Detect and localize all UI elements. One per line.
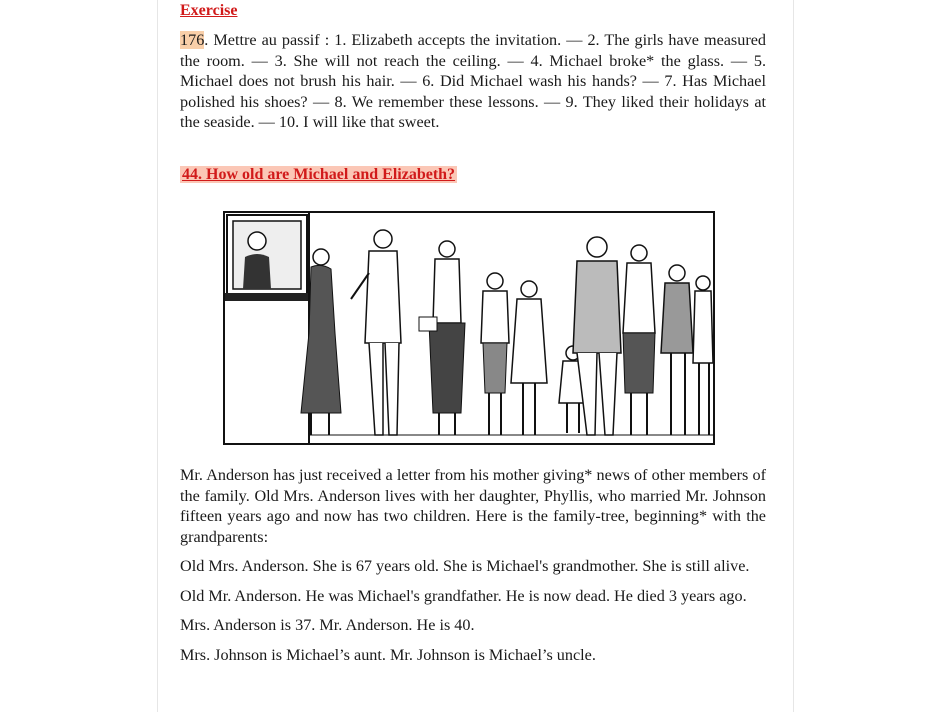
family-line-3: Mrs. Anderson is 37. Mr. Anderson. He is 40. [180, 616, 475, 634]
document-page [157, 0, 794, 712]
exercise-number: 176 [180, 31, 205, 49]
exercise-title: Exercise [180, 2, 238, 19]
family-line-2: Old Mr. Anderson. He was Michael's grandfather. He is now dead. He died 3 years ago. [180, 586, 747, 605]
lesson-body [180, 465, 766, 665]
lesson-title: 44. How old are Michael and Elizabeth? [182, 166, 456, 183]
exercise-text: . Mettre au passif : 1. Elizabeth accepts the invitation. — 2. The girls have measured the room. — 3. She will not reach the ceiling. — 4. Michael broke* the glass. — 5. Michael does not brush his hair. — 6. Did Michael wash his hands? — 7. Has Michael polished his shoes? — 8. We remember these lessons. — 9. They liked their holidays at the seaside. — 10. I will like that sweet. [180, 31, 766, 131]
exercise-block [180, 30, 766, 133]
exercise-heading [180, 2, 766, 20]
exercise-paragraph [180, 30, 766, 133]
family-illustration [223, 211, 715, 445]
lesson-heading [180, 166, 766, 184]
family-figures-drawing [225, 213, 713, 443]
lesson-intro: Mr. Anderson has just received a letter from his mother giving* news of other members of the family. Old Mrs. Anderson lives with her daughter, Phyllis, who married Mr. Johnson fifteen years ago and now has two children. Here is the family-tree, beginning* with the grandparents: [180, 466, 766, 546]
family-line-1: Old Mrs. Anderson. She is 67 years old. She is Michael's grandmother. She is still alive. [180, 557, 750, 575]
family-line-4: Mrs. Johnson is Michael’s aunt. Mr. Johnson is Michael’s uncle. [180, 645, 596, 664]
